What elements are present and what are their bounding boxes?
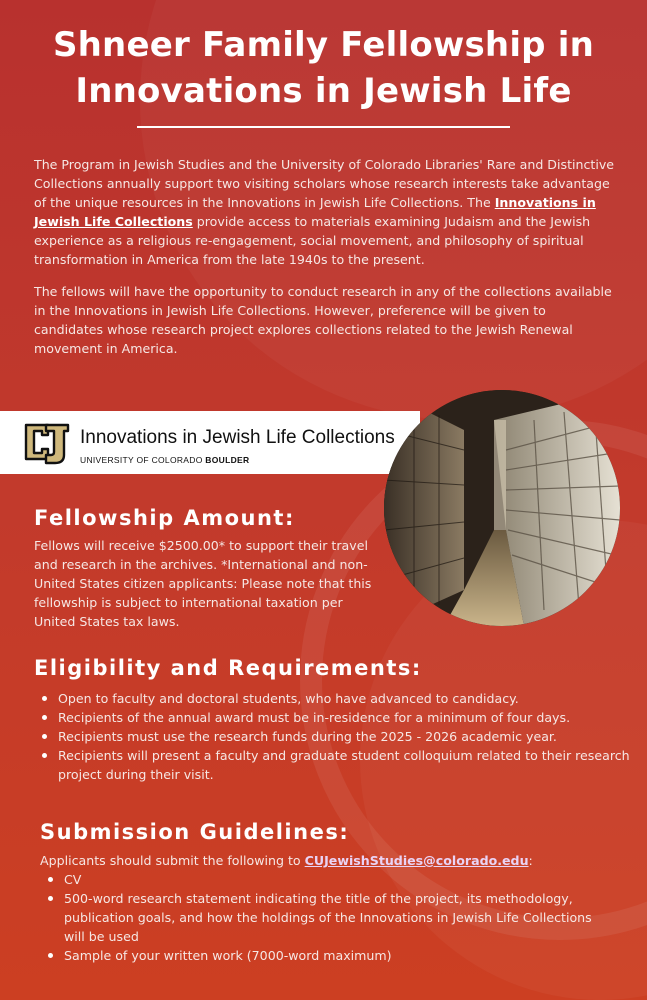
list-item: Open to faculty and doctoral students, who have advanced to candidacy. — [36, 689, 636, 708]
intro-paragraph-1 — [34, 155, 616, 269]
email-link[interactable]: CUJewishStudies@colorado.edu — [304, 853, 529, 868]
archive-shelves-photo — [384, 390, 620, 626]
collections-banner — [0, 411, 420, 474]
list-item: Recipients must use the research funds during the 2025 - 2026 academic year. — [36, 727, 636, 746]
list-item: Recipients will present a faculty and graduate student colloquium related to their research project during their visit. — [36, 746, 636, 784]
archive-shelves-icon — [384, 390, 620, 626]
submission-list — [42, 870, 602, 965]
list-item: CV — [42, 870, 602, 889]
intro-paragraph-2: The fellows will have the opportunity to conduct research in any of the collections available in the Innovations in Jewish Life Collections. However, preference will be given to candidates whose research project explores collections related to the Jewish Renewal movement in America. — [34, 284, 612, 356]
title-line-2: Innovations in Jewish Life — [75, 71, 572, 111]
page-title — [0, 22, 647, 114]
intro-text: provide access to materials examining Judaism and the Jewish experience as a religious re-engagement, social movement, and philosophy of spiritual transformation in America from the late 1940s to the present. — [34, 214, 591, 267]
intro-section — [34, 155, 616, 358]
fellowship-amount-heading: Fellowship Amount: — [34, 506, 295, 530]
banner-subtitle — [80, 455, 249, 465]
list-item: Sample of your written work (7000-word maximum) — [42, 946, 602, 965]
title-divider — [137, 126, 510, 128]
banner-subtitle-bold: BOULDER — [205, 455, 250, 465]
eligibility-list — [36, 689, 636, 784]
list-item: 500-word research statement indicating the title of the project, its methodology, publication goals, and how the holdings of the Innovations in Jewish Life Collections will be used — [42, 889, 602, 946]
eligibility-heading: Eligibility and Requirements: — [34, 656, 422, 680]
submission-heading: Submission Guidelines: — [40, 820, 350, 844]
submission-intro-colon: : — [528, 853, 533, 868]
banner-subtitle-regular: UNIVERSITY OF COLORADO — [80, 455, 206, 465]
list-item: Recipients of the annual award must be in-residence for a minimum of four days. — [36, 708, 636, 727]
fellowship-amount-text: Fellows will receive $2500.00* to support their travel and research in the archives. *International and non-United States citizen applicants: Please note that this fellowship is subject to international taxation per United States tax laws. — [34, 538, 372, 629]
banner-title: Innovations in Jewish Life Collections — [80, 427, 395, 448]
intro-text: The Program in Jewish Studies and the University of Colorado Libraries' Rare and Distinctive Collections annually support two visiting scholars whose research interests take advantage of the unique resources in the Innovations in Jewish Life Collections. The — [34, 157, 615, 210]
submission-intro-text: Applicants should submit the following to — [40, 853, 305, 868]
collections-link[interactable]: Innovations in Jewish Life Collections — [34, 195, 596, 229]
cu-boulder-logo-icon — [22, 419, 72, 465]
submission-intro — [40, 851, 640, 870]
title-line-1: Shneer Family Fellowship in — [52, 25, 595, 65]
